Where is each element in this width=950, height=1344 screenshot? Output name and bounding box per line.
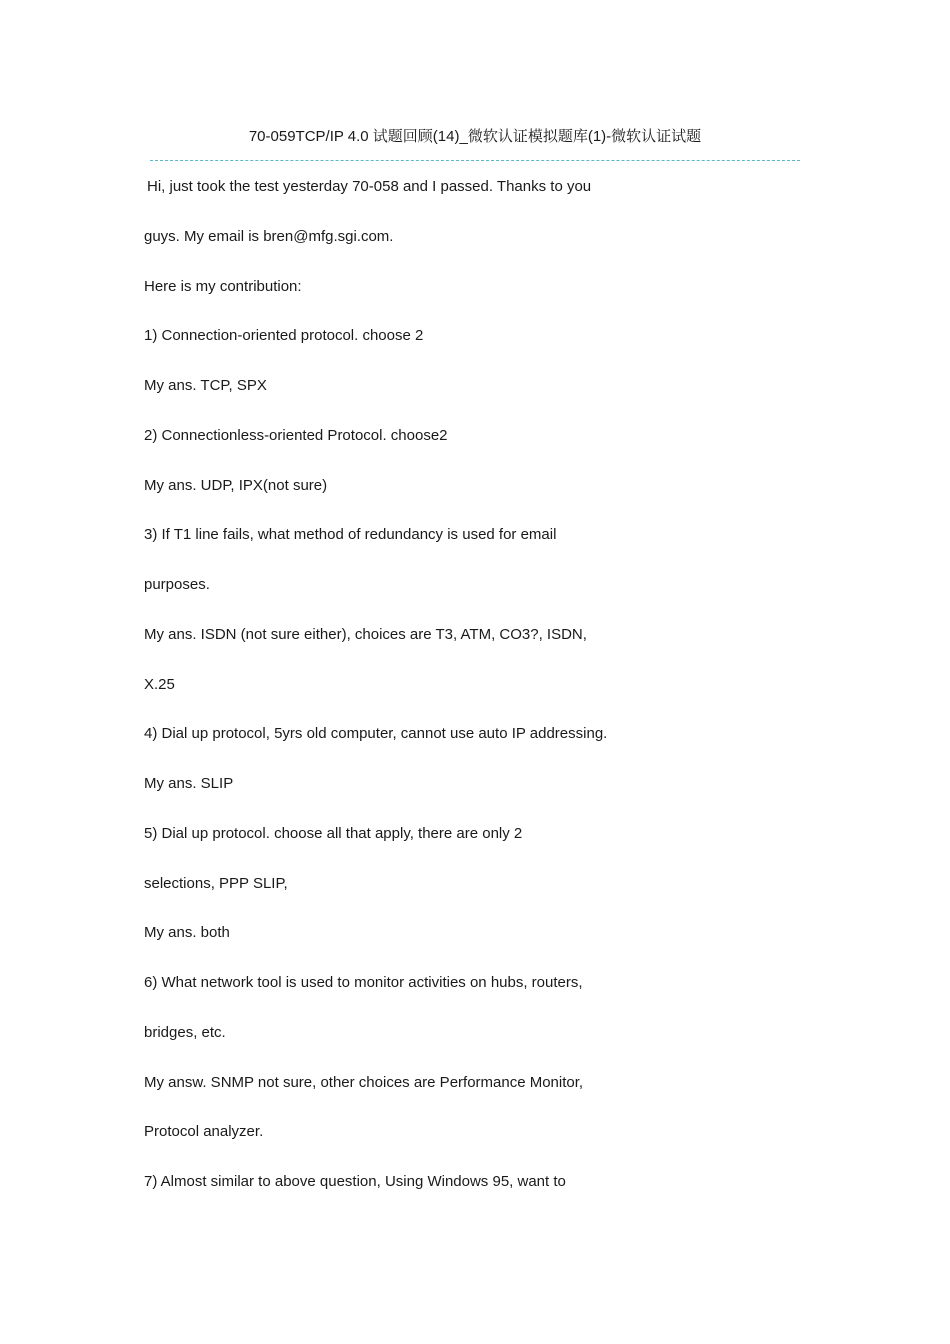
body-line: 6) What network tool is used to monitor activities on hubs, routers, [144,974,583,991]
body-line: My ans. SLIP [144,775,234,792]
body-line: purposes. [144,576,210,593]
body-line: My ans. UDP, IPX(not sure) [144,476,328,494]
body-line: 2) Connectionless-oriented Protocol. choose2 [144,426,448,444]
body-line: Here is my contribution: [144,277,302,295]
body-line: My ans. TCP, SPX [144,377,267,394]
document-title: 70-059TCP/IP 4.0 试题回顾(14)_微软认证模拟题库(1)-微软认证试题 [248,128,702,145]
title-divider [150,160,800,161]
body-line: 3) If T1 line fails, what method of redundancy is used for email [144,526,557,544]
body-line: bridges, etc. [144,1023,226,1041]
body-line: Protocol analyzer. [144,1123,264,1141]
body-line: guys. My email is bren@mfg.sgi.com. [144,227,394,245]
body-line: 4) Dial up protocol, 5yrs old computer, cannot use auto IP addressing. [144,725,608,743]
body-line: My answ. SNMP not sure, other choices are Performance Monitor, [144,1073,584,1091]
body-line: 1) Connection-oriented protocol. choose 2 [144,327,424,345]
document-body [144,177,844,1222]
body-line: 7) Almost similar to above question, Using Windows 95, want to [144,1173,566,1190]
body-line: Hi, just took the test yesterday 70-058 and I passed. Thanks to you [147,178,592,195]
body-line: My ans. both [144,924,230,942]
body-line: 5) Dial up protocol. choose all that apply, there are only 2 [144,824,523,842]
body-line: My ans. ISDN (not sure either), choices are T3, ATM, CO3?, ISDN, [144,625,587,643]
body-line: selections, PPP SLIP, [144,874,288,892]
body-line: X.25 [144,675,175,693]
